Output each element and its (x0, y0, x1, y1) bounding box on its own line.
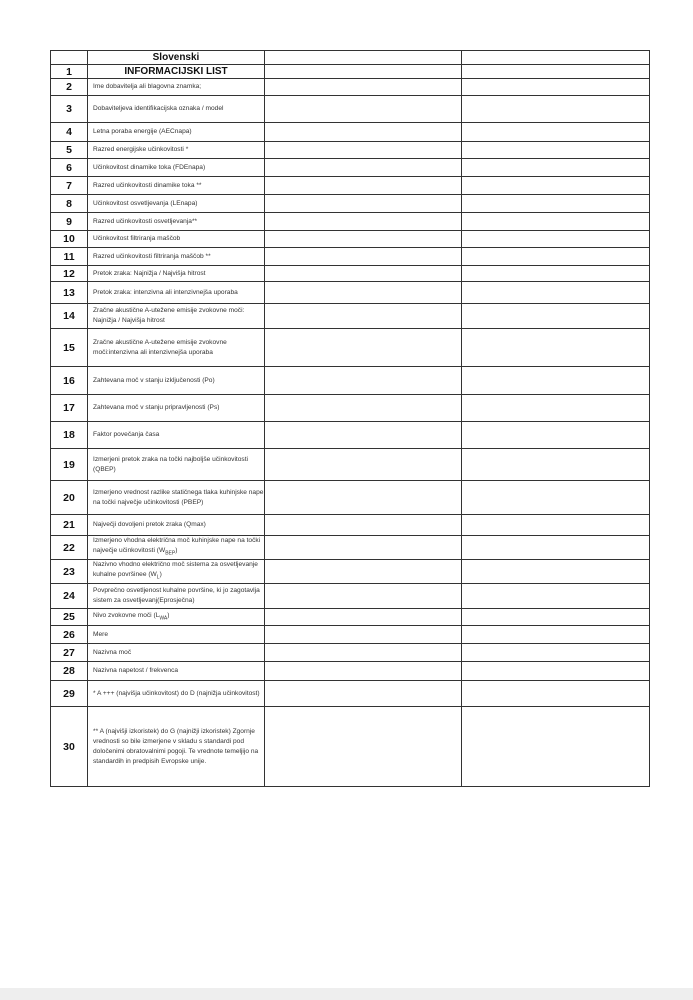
value-cell (265, 159, 462, 177)
value-cell (265, 96, 462, 123)
extra-cell (462, 142, 650, 159)
row-description-text: Nivo zvokovne moči (L (93, 611, 160, 619)
row-number: 2 (51, 79, 88, 96)
extra-cell (462, 177, 650, 195)
extra-cell (462, 329, 650, 367)
table-row (51, 266, 650, 282)
row-description-text: Izmerjeno vhodna električna moč kuhinjske nape na točki največje učinkovitosti (W (93, 537, 261, 555)
row-description: Razred učinkovitosti filtriranja maščob ** (88, 248, 265, 266)
value-cell (265, 422, 462, 449)
row-description: Največji dovoljeni pretok zraka (Qmax) (88, 515, 265, 536)
extra-cell (462, 515, 650, 536)
row-number: 26 (51, 626, 88, 644)
row-number: 22 (51, 536, 88, 560)
value-cell (265, 560, 462, 584)
row-number: 24 (51, 584, 88, 609)
table-row (51, 536, 650, 560)
row-number: 23 (51, 560, 88, 584)
row-description-subscript: WA (159, 615, 168, 622)
row-number: 29 (51, 681, 88, 707)
row-description: Zračne akustične A-utežene emisije zvokovne moči:intenzivna ali intenzivnejša uporaba (88, 329, 265, 367)
table-row (51, 609, 650, 626)
value-cell (265, 515, 462, 536)
row-description: Zahtevana moč v stanju pripravljenosti (Ps) (88, 395, 265, 422)
row-number: 8 (51, 195, 88, 213)
table-row (51, 142, 650, 159)
value-cell (265, 231, 462, 248)
value-cell (265, 282, 462, 304)
row-description-suffix: ) (167, 611, 170, 619)
row-number: 11 (51, 248, 88, 266)
table-row (51, 329, 650, 367)
table-row (51, 481, 650, 515)
table-row (51, 123, 650, 142)
extra-column-header (462, 51, 650, 65)
row-description: Izmerjeno vrednost razlike statičnega tlaka kuhinjske nape na točki največje učinkovitosti (PBEP) (88, 481, 265, 515)
row-number: 25 (51, 609, 88, 626)
extra-cell (462, 282, 650, 304)
row-number: 20 (51, 481, 88, 515)
table-row (51, 644, 650, 662)
table-row (51, 248, 650, 266)
value-cell (265, 248, 462, 266)
value-cell (265, 644, 462, 662)
table-row (51, 584, 650, 609)
row-description: Nazivna napetost / frekvenca (88, 662, 265, 681)
extra-cell (462, 644, 650, 662)
table-row (51, 681, 650, 707)
extra-cell (462, 195, 650, 213)
value-cell (265, 266, 462, 282)
table-row (51, 515, 650, 536)
table-row (51, 560, 650, 584)
row-description: Nazivna moč (88, 644, 265, 662)
row-description: Faktor povečanja časa (88, 422, 265, 449)
extra-cell (462, 584, 650, 609)
table-row (51, 662, 650, 681)
row-number: 28 (51, 662, 88, 681)
table-row (51, 367, 650, 395)
table-row (51, 707, 650, 787)
extra-cell (462, 422, 650, 449)
extra-cell (462, 231, 650, 248)
row-number: 1 (51, 65, 88, 79)
extra-cell (462, 536, 650, 560)
row-number: 4 (51, 123, 88, 142)
row-description-suffix: ) (175, 547, 178, 555)
table-row (51, 96, 650, 123)
value-cell (265, 584, 462, 609)
row-description: Ime dobavitelja ali blagovna znamka; (88, 79, 265, 96)
row-number: 17 (51, 395, 88, 422)
value-cell (265, 707, 462, 787)
row-description: Razred učinkovitosti dinamike toka ** (88, 177, 265, 195)
value-cell (265, 65, 462, 79)
header-row (51, 51, 650, 65)
extra-cell (462, 707, 650, 787)
row-description-suffix: ) (159, 571, 162, 579)
row-description: Razred energijske učinkovitosti * (88, 142, 265, 159)
row-description (88, 560, 265, 584)
row-description: Učinkovitost filtriranja maščob (88, 231, 265, 248)
value-cell (265, 626, 462, 644)
sheet-title: INFORMACIJSKI LIST (88, 65, 265, 79)
row-number: 19 (51, 449, 88, 481)
table-row (51, 282, 650, 304)
row-number: 10 (51, 231, 88, 248)
row-description: Zahtevana moč v stanju izključenosti (Po) (88, 367, 265, 395)
row-number: 12 (51, 266, 88, 282)
extra-cell (462, 681, 650, 707)
extra-cell (462, 395, 650, 422)
table-row (51, 304, 650, 329)
row-number: 13 (51, 282, 88, 304)
row-description: ** A (najvišji izkoristek) do G (najnižji izkoristek) Zgornje vrednosti so bile izmerjene v skladu s standardi pod določenimi obratovalnimi pogoji. Te vrednote temeljijo na standardih in predpisih Evropske unije. (88, 707, 265, 787)
extra-cell (462, 248, 650, 266)
row-number: 18 (51, 422, 88, 449)
extra-cell (462, 79, 650, 96)
row-description: Mere (88, 626, 265, 644)
extra-cell (462, 662, 650, 681)
row-number: 30 (51, 707, 88, 787)
value-cell (265, 367, 462, 395)
language-header: Slovenski (88, 51, 265, 65)
row-number: 9 (51, 213, 88, 231)
row-description-text: Nazivno vhodno električno moč sistema za osvetljevanje kuhalne površinee (W (93, 561, 258, 579)
row-number: 15 (51, 329, 88, 367)
row-description (88, 609, 265, 626)
value-cell (265, 395, 462, 422)
row-description: * A +++ (najvišja učinkovitost) do D (najnižja učinkovitost) (88, 681, 265, 707)
value-cell (265, 329, 462, 367)
table-row (51, 195, 650, 213)
viewer-bottom-strip (0, 988, 693, 1000)
row-number: 6 (51, 159, 88, 177)
extra-cell (462, 65, 650, 79)
extra-cell (462, 449, 650, 481)
value-cell (265, 195, 462, 213)
value-cell (265, 177, 462, 195)
row-description: Učinkovitost osvetljevanja (LEnapa) (88, 195, 265, 213)
table-row (51, 159, 650, 177)
row-description-subscript: BEP (165, 550, 176, 557)
value-cell (265, 449, 462, 481)
row-description: Zračne akustične A-utežene emisije zvokovne moči: Najnižja / Najvišja hitrost (88, 304, 265, 329)
row-number: 21 (51, 515, 88, 536)
row-number: 27 (51, 644, 88, 662)
table-row (51, 422, 650, 449)
table-row (51, 395, 650, 422)
row-description: Pretok zraka: Najnižja / Najvišja hitrost (88, 266, 265, 282)
value-cell (265, 681, 462, 707)
row-number: 5 (51, 142, 88, 159)
table-row (51, 449, 650, 481)
extra-cell (462, 96, 650, 123)
value-cell (265, 536, 462, 560)
row-description (88, 536, 265, 560)
value-cell (265, 662, 462, 681)
value-cell (265, 213, 462, 231)
row-description: Pretok zraka: intenzivna ali intenzivnejša uporaba (88, 282, 265, 304)
row-description: Povprečno osvetljenost kuhalne površine, ki jo zagotavlja sistem za osvetljevanj(Eprosječna) (88, 584, 265, 609)
title-row (51, 65, 650, 79)
extra-cell (462, 304, 650, 329)
value-cell (265, 481, 462, 515)
row-description: Izmerjeni pretok zraka na točki najboljše učinkovitosti (QBEP) (88, 449, 265, 481)
table-row (51, 231, 650, 248)
value-cell (265, 142, 462, 159)
extra-cell (462, 159, 650, 177)
table-row (51, 79, 650, 96)
value-cell (265, 123, 462, 142)
value-cell (265, 609, 462, 626)
row-description: Dobaviteljeva identifikacijska oznaka / model (88, 96, 265, 123)
extra-cell (462, 481, 650, 515)
value-cell (265, 304, 462, 329)
extra-cell (462, 560, 650, 584)
extra-cell (462, 367, 650, 395)
row-description: Razred učinkovitosti osvetljevanja** (88, 213, 265, 231)
extra-cell (462, 266, 650, 282)
row-number: 16 (51, 367, 88, 395)
row-number: 7 (51, 177, 88, 195)
extra-cell (462, 609, 650, 626)
row-number: 3 (51, 96, 88, 123)
row-description: Letna poraba energije (AECnapa) (88, 123, 265, 142)
extra-cell (462, 626, 650, 644)
table-row (51, 177, 650, 195)
value-column-header (265, 51, 462, 65)
information-sheet-table (50, 50, 650, 787)
extra-cell (462, 123, 650, 142)
value-cell (265, 79, 462, 96)
row-description-subscript: L (156, 574, 160, 581)
table-row (51, 626, 650, 644)
header-number-cell (51, 51, 88, 65)
row-description: Učinkovitost dinamike toka (FDEnapa) (88, 159, 265, 177)
row-number: 14 (51, 304, 88, 329)
extra-cell (462, 213, 650, 231)
table-row (51, 213, 650, 231)
